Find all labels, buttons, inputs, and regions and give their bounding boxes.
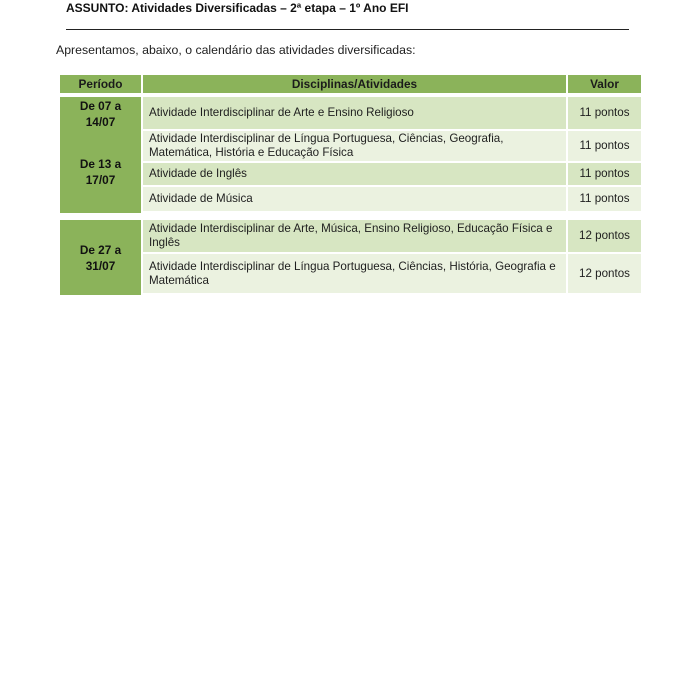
header-divider — [66, 29, 629, 30]
table-row — [60, 131, 641, 163]
table-row — [60, 97, 641, 131]
table-row — [60, 220, 641, 254]
intro-text: Apresentamos, abaixo, o calendário das atividades diversificadas: — [56, 43, 416, 57]
activity-cell: Atividade Interdisciplinar de Arte e Ensino Religioso — [143, 97, 568, 131]
activity-cell: Atividade Interdisciplinar de Arte, Música, Ensino Religioso, Educação Física e Inglês — [143, 220, 568, 254]
subject-line: ASSUNTO: Atividades Diversificadas – 2ª etapa – 1º Ano EFI — [66, 1, 409, 15]
table-row — [60, 163, 641, 187]
value-cell: 11 pontos — [568, 131, 641, 163]
table-row — [60, 187, 641, 213]
value-cell: 12 pontos — [568, 220, 641, 254]
value-cell: 12 pontos — [568, 254, 641, 295]
period-cell: De 27 a 31/07 — [60, 220, 143, 295]
value-cell: 11 pontos — [568, 163, 641, 187]
activity-cell: Atividade de Inglês — [143, 163, 568, 187]
period-cell: De 07 a 14/07 — [60, 97, 143, 131]
activities-schedule-table — [60, 75, 641, 295]
table-row — [60, 254, 641, 295]
activity-cell: Atividade Interdisciplinar de Língua Portuguesa, Ciências, História, Geografia e Matemática — [143, 254, 568, 295]
period-cell: De 13 a 17/07 — [60, 131, 143, 213]
header-activities: Disciplinas/Atividades — [143, 75, 568, 93]
value-cell: 11 pontos — [568, 97, 641, 131]
header-period: Período — [60, 75, 143, 93]
header-value: Valor — [568, 75, 641, 93]
activity-cell: Atividade de Música — [143, 187, 568, 213]
table-header-row — [60, 75, 641, 93]
value-cell: 11 pontos — [568, 187, 641, 213]
activity-cell: Atividade Interdisciplinar de Língua Portuguesa, Ciências, Geografia, Matemática, História e Educação Física — [143, 131, 568, 163]
